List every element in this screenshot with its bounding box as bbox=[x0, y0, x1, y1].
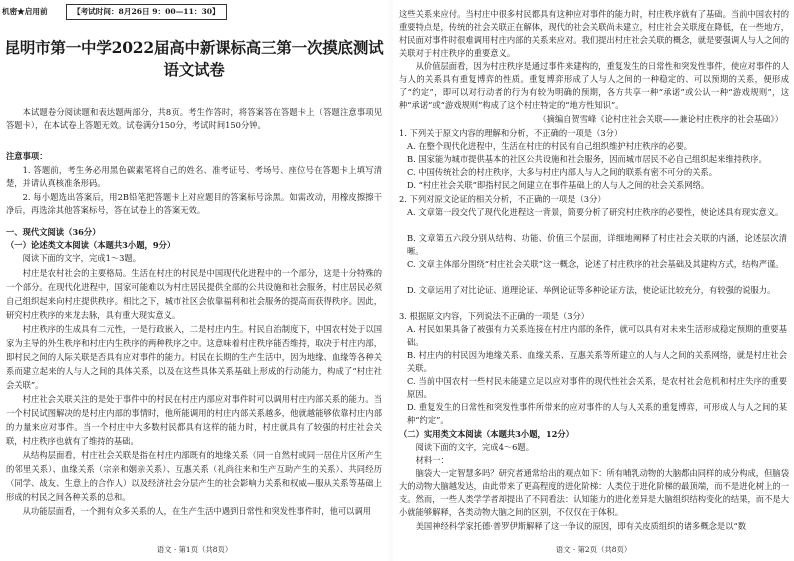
passage-paragraph: 这些关系来应付。当村庄中很多村民都具有这种应对事件的能力时，村庄秩序就有了基础。当前中国农村的重要特点是，传统的社会关联正在解体，现代的社会关联尚未建立，村庄社会关联度在降低，在一些地方，村民面对事件时很难调用村庄内部的关系来应对。我们提出村庄社会关联的概念，就是要强调人与人之间的关联对于村庄秩序的重要意义。 bbox=[399, 9, 789, 58]
question-option: B. 国家能为城市提供基本的社区公共设施和社会服务，因而城市居民不必自己组织起来维持秩序。 bbox=[407, 154, 767, 164]
question-option: C. 文章主体部分围绕“村庄社会关联”这一概念，论述了村庄秩序的社会基础及其建构方式，结构严谨。 bbox=[407, 259, 784, 269]
reading-prompt: 阅读下面的文字，完成1～3题。 bbox=[22, 253, 142, 263]
question-stem: 2. 下列对原文论证的相关分析，不正确的一项是（3分） bbox=[399, 194, 606, 204]
part-heading: （一）论述类文本阅读（本题共3小题，9分） bbox=[6, 240, 176, 250]
material-paragraph: 美国神经科学家托德·普罗伊斯解释了这一争议的原因，即有关皮质组织的诸多概念是以“数 bbox=[415, 521, 747, 531]
material-paragraph: 脑袋大一定智慧多吗？研究者通常给出的观点如下：所有哺乳动物的大脑都由同样的成分构成，但脑袋大的动物大脑越发达，由此带来了更高程度的进化阶梯：人类位于进化阶梯的最顶端，而不是进化树上的一支。然而，一些人类学学者却提出了不同看法：认知能力的进化差异是大脑组织结构变化的结果，而不是大小就能够解释，各类动物大脑之间的区别，不仅仅在于体积。 bbox=[399, 468, 789, 517]
note-item: 2. 每小题选出答案后，用2B铅笔把答题卡上对应题目的答案标号涂黑。如需改动，用橡皮擦擦干净后，再选涂其他答案标号，答在试卷上的答案无效。 bbox=[6, 192, 382, 215]
note-item: 1. 答题前，考生务必用黑色碳素笔将自己的姓名、准考证号、考场号、座位号在答题卡上填写清楚，并请认真核准条形码。 bbox=[6, 165, 382, 188]
page-footer: 语文 · 第1页（共8页） bbox=[156, 545, 233, 554]
exam-instructions: 本试题卷分阅读题和表达题两部分，共8页。考生作答时，将答案答在答题卡上（答题注意事项见答题卡），在本试卷上答题无效。试卷满分150分，考试时间150分钟。 bbox=[6, 107, 382, 130]
question-option: C. 中国传统社会的村庄秩序，大多与村庄内部人与人之间的联系有密不可分的关系。 bbox=[407, 167, 718, 177]
passage-paragraph: 从结构层面看，村庄社会关联是指在村庄内部既有的地缘关系（同一自然村或同一居住片区所产生的邻里关系）、血缘关系（宗亲和姻亲关系）、互惠关系（礼尚往来和生产互助产生的关系）、共同经历（同学、战友、生意上的合作人）以及经济社会分层产生的社会影响力关系和权威—服从关系等基础上形成的村民之间各种关系的总和。 bbox=[6, 450, 382, 502]
passage-paragraph: 从功能层面看，一个拥有众多关系的人，在生产生活中遇到日常性和突发性事件时，他可以调用 bbox=[22, 506, 372, 516]
section-heading: 一、现代文阅读（36分） bbox=[6, 227, 101, 237]
question-option: C. 当前中国农村一些村民未能建立足以应对事件的现代性社会关系，是农村社会危机和村庄失序的重要原因。 bbox=[407, 376, 787, 399]
material-label: 材料一： bbox=[415, 455, 449, 465]
exam-subtitle: 语文试卷 bbox=[163, 60, 225, 79]
question-option: D. “村庄社会关联”即指村民之间建立在事件基础上的人与人之间的社会关系网络。 bbox=[407, 180, 710, 190]
passage-paragraph: 村庄社会关联关注的是处于事件中的村民在村庄内部应对事件时可以调用村庄内部关系的能力。当一个村民试图解决的是村庄内部的事情时，他所能调用的村庄内部关系越多，他就越能够依靠村庄内部的力量来应对事件。当一个村庄中大多数村民都具有这样的能力时，村庄就具有了较强的村庄社会关联，村庄秩序也就有了维持的基础。 bbox=[6, 394, 382, 446]
notes-heading: 注意事项： bbox=[6, 151, 48, 161]
question-option: B. 村庄内的村民因为地缘关系、血缘关系、互惠关系等所建立的人与人之间的关系网络，就是村庄社会关联。 bbox=[407, 350, 787, 373]
exam-time-box: 【考试时间：8月26日 9：00—11：30】 bbox=[66, 4, 227, 20]
reading-prompt: 阅读下面的文字，完成4～6题。 bbox=[415, 442, 535, 452]
question-stem: 3. 根据原文内容，下列说法不正确的一项是（3分） bbox=[399, 311, 590, 321]
exam-title: 昆明市第一中学2022届高中新课标高三第一次摸底测试 bbox=[4, 38, 384, 57]
question-option: A. 村民如果具备了被强有力关系连接在村庄内部的条件，就可以具有对未来生活形成稳定预期的重要基础。 bbox=[407, 324, 787, 347]
part-heading: （二）实用类文本阅读（本题共3小题，12分） bbox=[399, 429, 574, 439]
passage-paragraph: 从价值层面看，因为村庄秩序是通过事件来建构的，重复发生的日常性和突发性事件，使应对事件的人与人的关系具有重复博弈的性质。重复博弈形成了人与人之间的一种稳定的、可以预期的关系，便形成了“约定”，即可以对行动者的行为有较为明确的预期，各方共享一种“承诺”或公认一种“游戏规则”，这种“承诺”或“游戏规则”构成了这个村庄特定的“地方性知识”。 bbox=[399, 61, 789, 110]
passage-source: （摘编自贺雪峰《论村庄社会关联——兼论村庄秩序的社会基础》） bbox=[538, 114, 783, 124]
passage-paragraph: 村庄秩序的生成具有二元性，一是行政嵌入，二是村庄内生。村民自治制度下，中国农村处于以国家为主导的外生秩序和村庄内生秩序的两种秩序之中。这意味着村庄秩序能否维持，取决于村庄内部，即村民之间的人际关联是否具有应对事件的能力。村民在长期的生产生活中，因为地缘、血缘等各种关系而建立起来的人与人之间的具体关系，以及在这些具体关系基础上形成的行动能力，构成了“村庄社会关联”。 bbox=[6, 324, 382, 390]
passage-paragraph: 村庄是农村社会的主要格局。生活在村庄的村民是中国现代化进程中的一个部分，这是十分特殊的一个部分。在现代化进程中，国家可能难以为村庄居民提供全部的公共设施和社会服务，村庄居民必须自己组织起来向村庄提供秩序。相比之下，城市社区会依靠福利和社会服务的提高而获得秩序。因此，研究村庄秩序的来龙去脉，具有重大现实意义。 bbox=[6, 268, 382, 320]
question-option: D. 重复发生的日常性和突发性事件所带来的应对事件的人与人关系的重复博弈，可形成人与人之间的某种“约定”。 bbox=[407, 402, 787, 425]
question-option: A. 在整个现代化进程中，生活在村庄的村民有自己组织维护村庄秩序的必要。 bbox=[407, 141, 693, 151]
question-option: D. 文章运用了对比论证、道理论证、举例论证等多种论证方法，使论证比较充分，有较强的说服力。 bbox=[407, 285, 776, 295]
question-option: A. 文章第一段交代了现代化进程这一背景，简要分析了研究村庄秩序的必要性，使论述具有现实意义。 bbox=[407, 207, 784, 217]
exam-page-2 bbox=[393, 0, 794, 561]
question-option: B. 文章第五六段分别从结构、功能、价值三个层面，详细地阐释了村庄社会关联的内涵，论述层次清晰。 bbox=[407, 233, 787, 256]
confidential-label: 机密★启用前 bbox=[2, 7, 48, 16]
passage-body bbox=[6, 266, 382, 540]
page-footer: 语文 · 第2页（共8页） bbox=[555, 545, 632, 554]
question-stem: 1. 下列关于原文内容的理解和分析，不正确的一项是（3分） bbox=[399, 128, 623, 138]
exam-page-1 bbox=[0, 0, 389, 561]
